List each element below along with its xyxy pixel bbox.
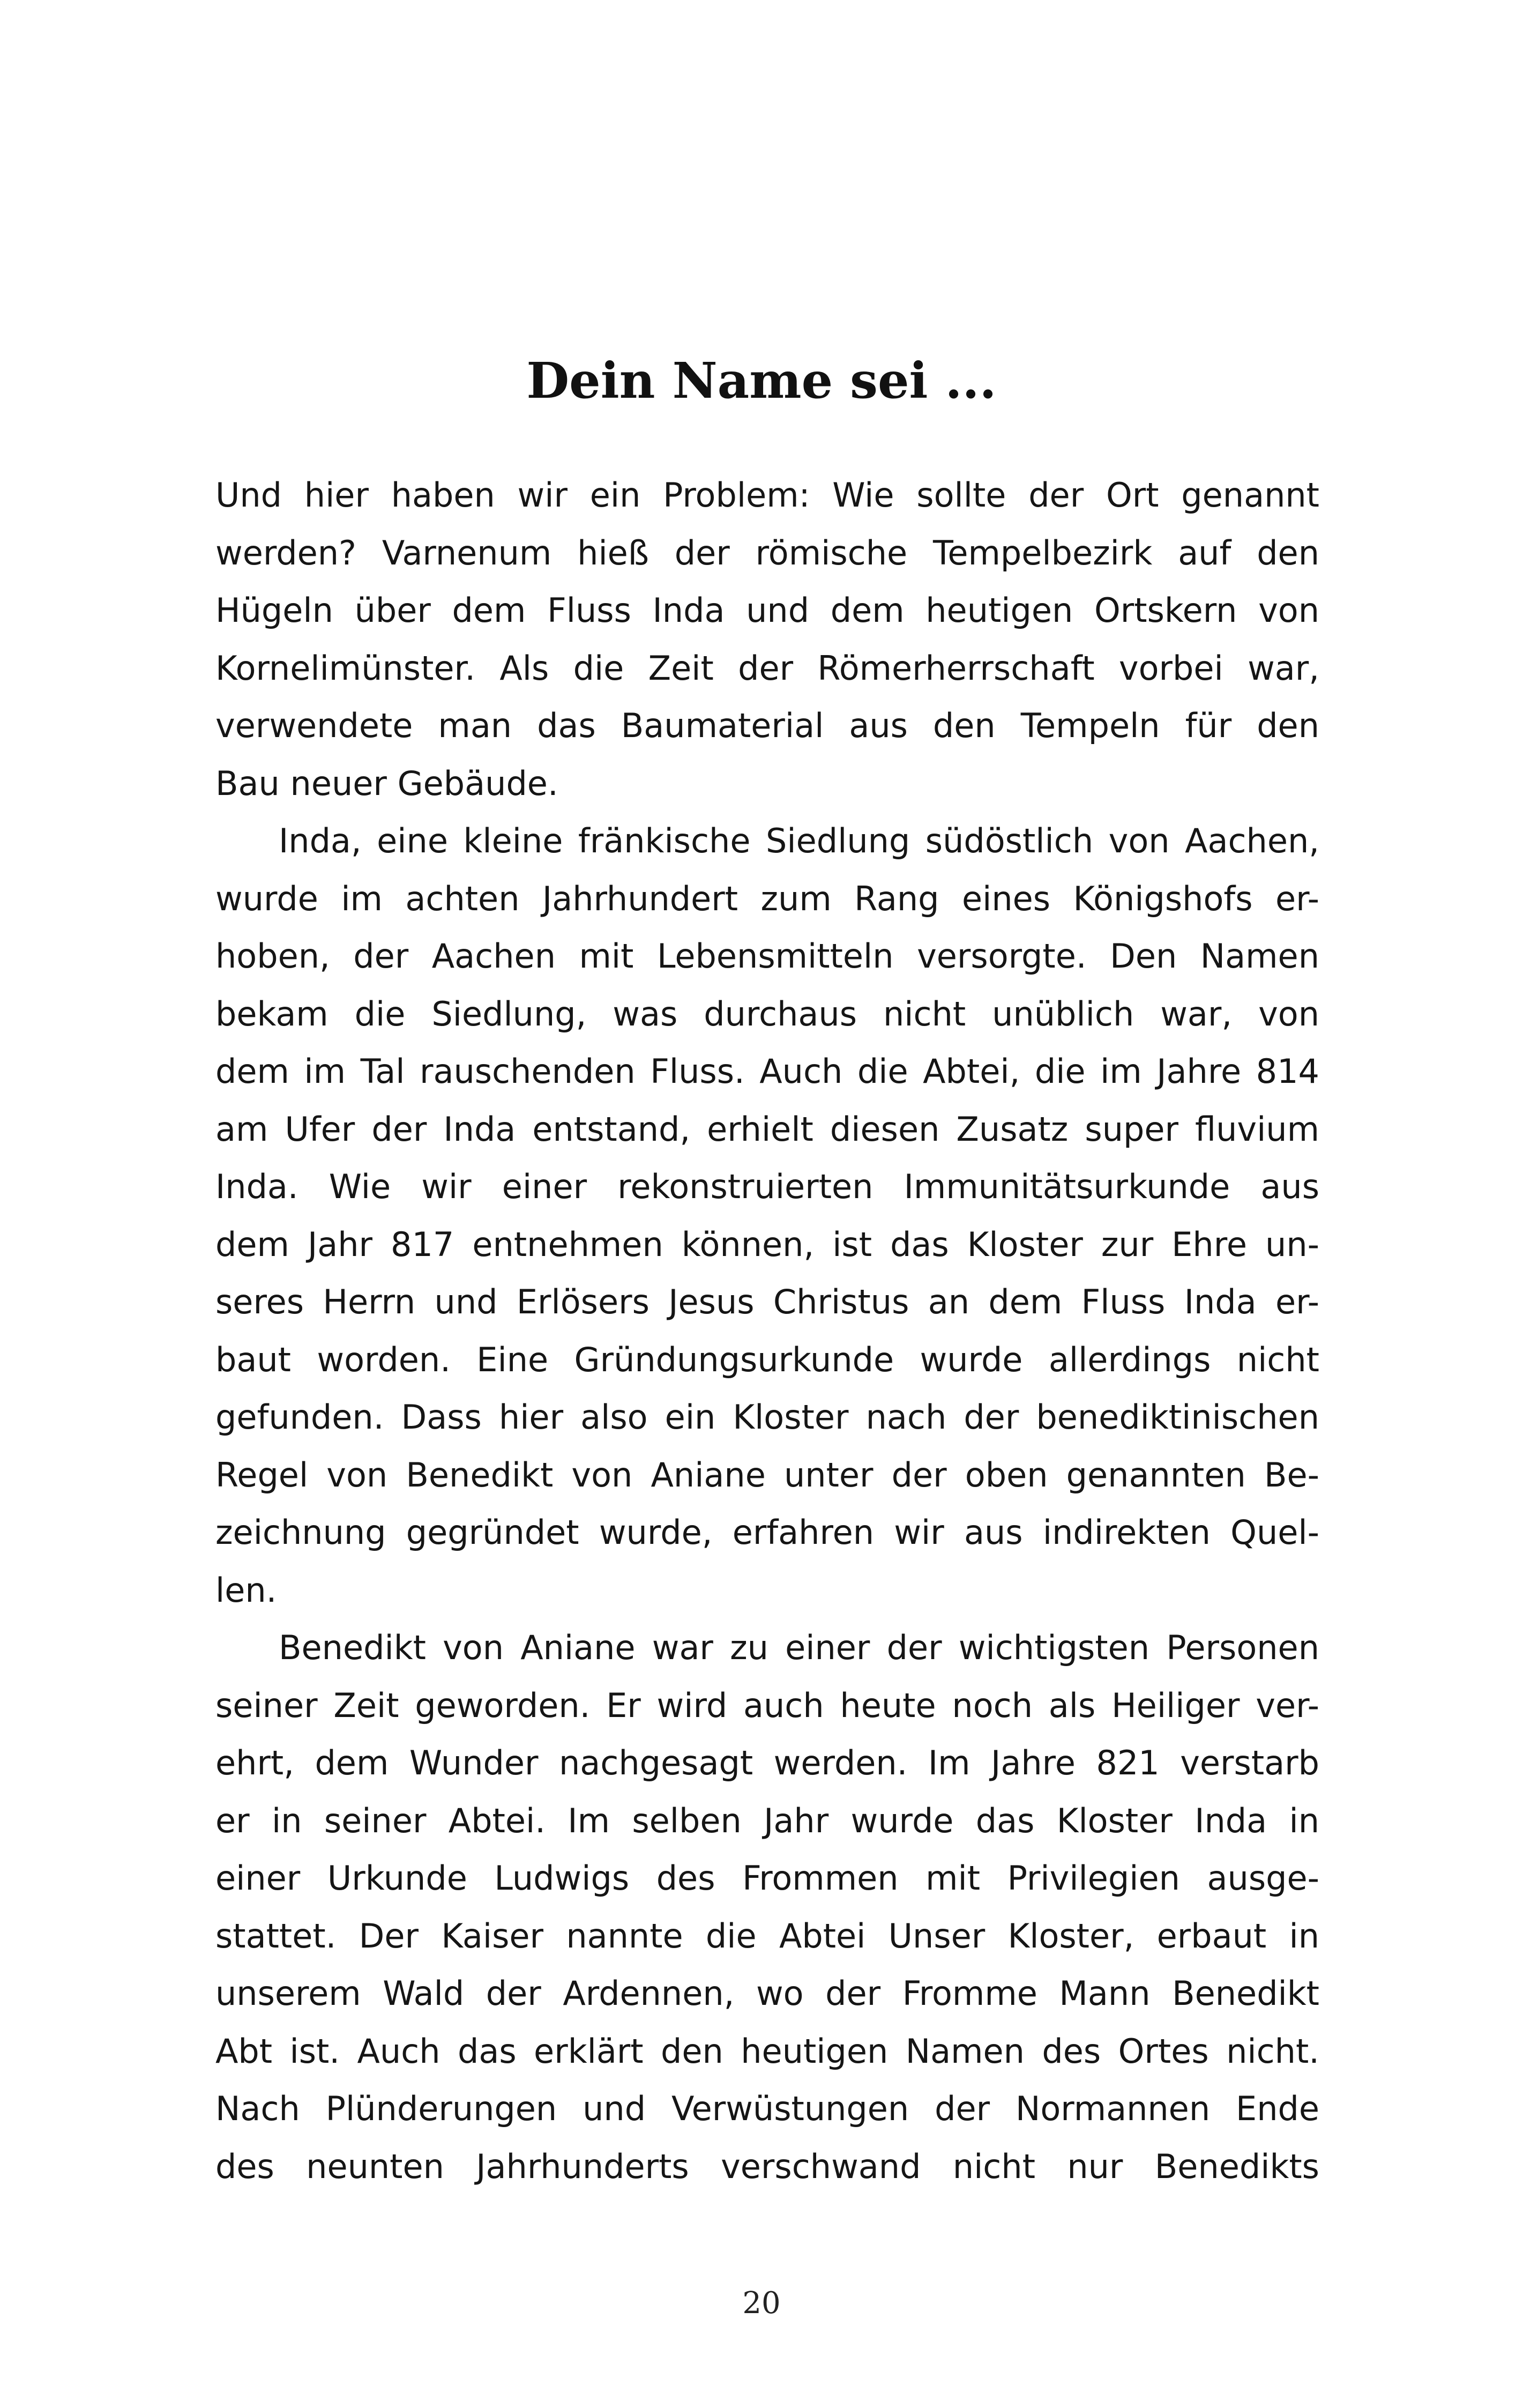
- text-line: Regel von Benedikt von Aniane unter der oben genannten Be-: [215, 1455, 1319, 1495]
- paragraph-2: [215, 812, 1319, 1619]
- text-line: hoben, der Aachen mit Lebensmitteln versorgte. Den Namen: [215, 937, 1319, 976]
- text-line: bekam die Siedlung, was durchaus nicht unüblich war, von: [215, 994, 1319, 1034]
- text-line: am Ufer der Inda entstand, erhielt diesen Zusatz super fluvium: [215, 1109, 1319, 1149]
- paragraph-3: [215, 1619, 1319, 2195]
- text-line: Benedikt von Aniane war zu einer der wichtigsten Personen: [279, 1628, 1319, 1667]
- body-text: [215, 466, 1319, 2195]
- text-line: wurde im achten Jahrhundert zum Rang eines Königshofs er-: [215, 879, 1319, 918]
- text-line: baut worden. Eine Gründungsurkunde wurde allerdings nicht: [215, 1340, 1319, 1379]
- text-line: er in seiner Abtei. Im selben Jahr wurde das Kloster Inda in: [215, 1801, 1319, 1840]
- text-line: Abt ist. Auch das erklärt den heutigen Namen des Ortes nicht.: [215, 2031, 1319, 2071]
- text-line: Nach Plünderungen und Verwüstungen der Normannen Ende: [215, 2089, 1319, 2128]
- text-line: seres Herrn und Erlösers Jesus Christus an dem Fluss Inda er-: [215, 1282, 1319, 1321]
- text-line: unserem Wald der Ardennen, wo der Fromme Mann Benedikt: [215, 1974, 1319, 2013]
- text-line: Inda. Wie wir einer rekonstruierten Immunitätsurkunde aus: [215, 1167, 1319, 1206]
- text-line: werden? Varnenum hieß der römische Tempelbezirk auf den: [215, 533, 1319, 573]
- text-line: Kornelimünster. Als die Zeit der Römerherrschaft vorbei war,: [215, 648, 1319, 688]
- text-line: stattet. Der Kaiser nannte die Abtei Unser Kloster, erbaut in: [215, 1916, 1319, 1956]
- page-number: 20: [742, 2286, 781, 2321]
- text-line: dem im Tal rauschenden Fluss. Auch die Abtei, die im Jahre 814: [215, 1052, 1319, 1091]
- text-line: Hügeln über dem Fluss Inda und dem heutigen Ortskern von: [215, 591, 1319, 630]
- text-line: Und hier haben wir ein Problem: Wie sollte der Ort genannt: [215, 475, 1319, 515]
- text-line: einer Urkunde Ludwigs des Frommen mit Privilegien ausge-: [215, 1859, 1319, 1898]
- text-line: des neunten Jahrhunderts verschwand nicht nur Benedikts: [215, 2146, 1319, 2186]
- text-line: len.: [215, 1570, 277, 1610]
- text-line: verwendete man das Baumaterial aus den Tempeln für den: [215, 706, 1319, 745]
- chapter-title: Dein Name sei ...: [526, 352, 997, 410]
- text-line: Inda, eine kleine fränkische Siedlung südöstlich von Aachen,: [279, 821, 1319, 860]
- text-line: dem Jahr 817 entnehmen können, ist das Kloster zur Ehre un-: [215, 1224, 1319, 1264]
- text-line: seiner Zeit geworden. Er wird auch heute noch als Heiliger ver-: [215, 1685, 1319, 1725]
- text-line: Bau neuer Gebäude.: [215, 763, 558, 803]
- paragraph-1: [215, 466, 1319, 812]
- text-line: gefunden. Dass hier also ein Kloster nach der benediktinischen: [215, 1398, 1319, 1437]
- text-line: ehrt, dem Wunder nachgesagt werden. Im Jahre 821 verstarb: [215, 1743, 1319, 1782]
- text-line: zeichnung gegründet wurde, erfahren wir aus indirekten Quel-: [215, 1513, 1319, 1552]
